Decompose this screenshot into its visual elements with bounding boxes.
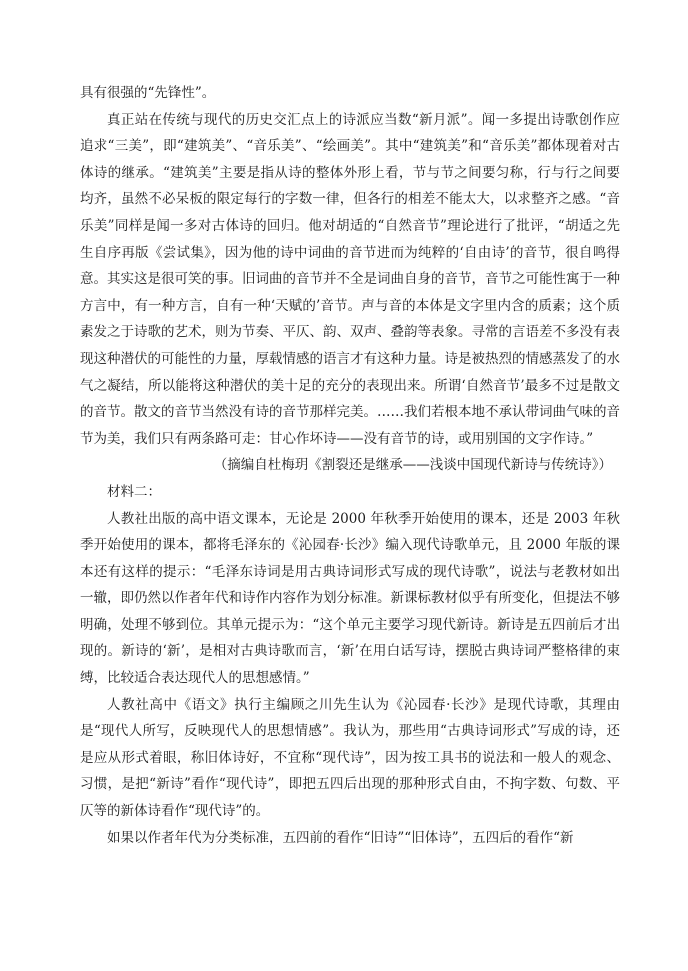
- paragraph-classification-standard: 如果以作者年代为分类标准，五四前的看作“旧诗”“旧体诗”，五四后的看作“新: [107, 829, 574, 846]
- material-two-heading: 材料二：: [107, 483, 161, 500]
- source-citation: （摘编自杜梅玥《割裂还是继承——浅谈中国现代新诗与传统诗》）: [213, 457, 612, 474]
- paragraph-xinyue-school: 真正站在传统与现代的历史交汇点上的诗派应当数“新月派”。闻一多提出诗歌创作应追求“三美”，即“建筑美”、“音乐美”、“绘画美”。其中“建筑美”和“音乐美”都体现着对古体诗的继承。“建筑美”主要是指从诗的整体外形上看，节与节之间要匀称，行与行之间要均齐，虽然不必呆板的限定每行的字数一律，但各行的相差不能太大，以求整齐之感。“音乐美”同样是闻一多对古体诗的回归。他对胡适的“自然音节”理论进行了批评，“胡适之先生自序再版《尝试集》，因为他的诗中词曲的音节进而为纯粹的‘自由诗’的音节，很自鸣得意。其实这是很可笑的事。旧词曲的音节并不全是词曲自身的音节，音节之可能性寓于一种方言中，有一种方言，自有一种‘天赋的’音节。声与音的本体是文字里内含的质素；这个质素发之于诗歌的艺术，则为节奏、平仄、韵、双声、叠韵等表象。寻常的言语差不多没有表现这种潜伏的可能性的力量，厚载情感的语言才有这种力量。诗是被热烈的情感蒸发了的水气之凝结，所以能将这种潜伏的美十足的充分的表现出来。所谓‘自然音节’最多不过是散文的音节。散文的音节当然没有诗的音节那样完美。……我们若根本地不承认带词曲气味的音节为美，我们只有两条路可走：甘心作坏诗——没有音节的诗，或用别国的文字作诗。”: [80, 111, 620, 447]
- paragraph-editor-opinion: 人教社高中《语文》执行主编顾之川先生认为《沁园春·长沙》是现代诗歌，其理由是“现代人所写，反映现代人的思想情感”。我认为，那些用“古典诗词形式”写成的诗，还是应从形式着眼，称旧体诗好，不宜称“现代诗”，因为按工具书的说法和一般人的观念、习惯，是把“新诗”看作“现代诗”，即把五四后出现的那种形式自由，不拘字数、句数、平仄等的新体诗看作“现代诗”的。: [80, 696, 620, 820]
- paragraph-continuation: 具有很强的“先锋性”。: [80, 85, 216, 101]
- document-body: [80, 80, 620, 851]
- paragraph-textbook-editions: 人教社出版的高中语文课本，无论是 2000 年秋季开始使用的课本，还是 2003 年秋季开始使用的课本，都将毛泽东的《沁园春·长沙》编入现代诗歌单元，且 2000 年版的课本还有这样的提示：“毛泽东诗词是用古典诗词形式写成的现代诗歌”，说法与老教材如出一辙，即仍然以作者年代和诗作内容作为划分标准。新课标教材似乎有所变化，但提法不够明确，处理不够到位。其单元提示为：“这个单元主要学习现代新诗。新诗是五四前后才出现的。新诗的‘新’，是相对古典诗歌而言，‘新’在用白话写诗，摆脱古典诗词严整格律的束缚，比较适合表达现代人的思想感情。”: [80, 510, 620, 687]
